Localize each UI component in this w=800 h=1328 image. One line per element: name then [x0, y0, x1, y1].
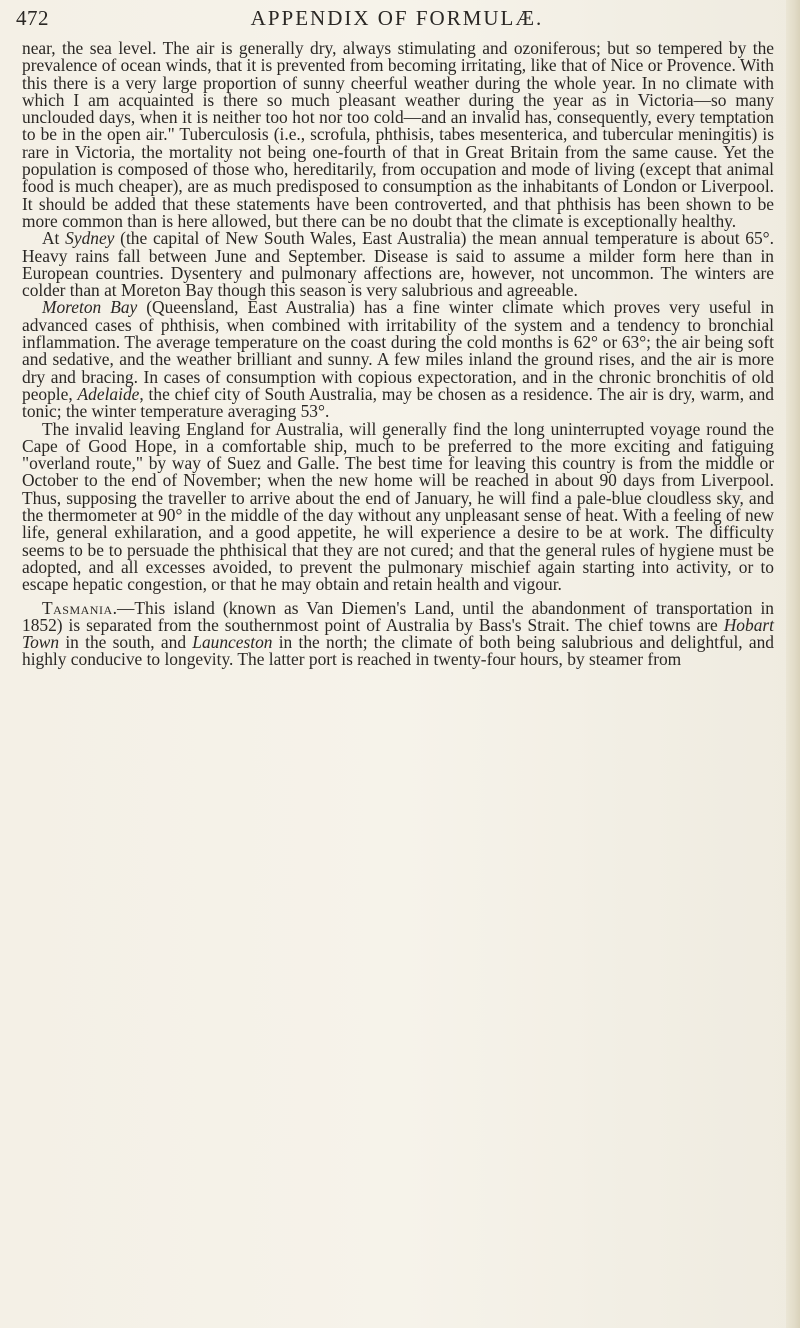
- page-header: [16, 6, 778, 36]
- paragraph-text: , the chief city of South Australia, may be chosen as a residence. The air is dry, warm, and tonic; the winter temperature averaging 53°.: [22, 383, 774, 422]
- place-name-adelaide: Adelaide: [77, 383, 140, 404]
- paragraph-text: (Queensland, East Australia) has a fine winter climate which proves very useful in advanced cases of phthisis, when combined with irritability of the system and a tendency to bronchial inflammation. The average temperature on the coast during the cold months is 62° or 63°; the air being soft and sedative, and the weather brilliant and sunny. A few miles inland the ground rises, and the air is more dry and bracing. In cases of consumption with copious expectoration, and in the chronic bronchitis of old people,: [22, 297, 774, 404]
- paragraph-text: (the capital of New South Wales, East Australia) the mean annual temperature is about 65°. Heavy rains fall between June and September. Disease is said to assume a milder form here than in European countries. Dysentery and pulmonary affections are, however, not uncommon. The winters are colder than at Moreton Bay though this season is very salubrious and agreeable.: [22, 228, 774, 301]
- paragraph-victoria: near, the sea level. The air is generally dry, always stimulating and ozoniferous; but so tempered by the prevalence of ocean winds, that it is prevented from becoming irritating, like that of Nice or Provence. With this there is a very large proportion of sunny cheerful weather during the whole year. In no climate with which I am acquainted is there so much pleasant weather during the year as in Victoria—so many unclouded days, when it is neither too hot nor too cold—and an invalid has, consequently, every temptation to be in the open air." Tuberculosis (i.e., scrofula, phthisis, tabes mesenterica, and tubercular meningitis) is rare in Victoria, the mortality not being one-fourth of that in Great Britain from the same cause. Yet the population is composed of those who, hereditarily, from occupation and mode of living (except that animal food is much cheaper), are as much predisposed to consumption as the inhabitants of London or Liverpool. It should be added that these statements have been controverted, and that phthisis has been shown to be more common than is here allowed, but there can be no doubt that the climate is exceptionally healthy.: [22, 38, 774, 231]
- paragraph-moreton-bay: [22, 299, 774, 420]
- paragraph-text: in the south, and: [59, 632, 193, 653]
- paragraph-sydney: [22, 230, 774, 299]
- page-edge: [786, 0, 800, 1328]
- running-head: APPENDIX OF FORMULÆ.: [250, 6, 544, 30]
- place-name-moreton-bay: Moreton Bay: [42, 297, 138, 318]
- paragraph-text: .—This island (known as Van Diemen's Land, until the abandonment of transportation in 1852) is separated from the southernmost point of Australia by Bass's Strait. The chief towns are: [22, 597, 774, 635]
- place-name-hobart-town: Hobart Town: [22, 614, 774, 653]
- place-name-sydney: Sydney: [65, 228, 115, 249]
- paragraph-tasmania: [22, 597, 775, 670]
- paragraph-lead: At: [42, 228, 66, 249]
- paragraph-text: in the north; the climate of both being salubrious and delightful, and highly conducive to longevity. The latter port is reached in twenty-four hours, by steamer from: [22, 632, 775, 670]
- section-heading-tasmania: Tasmania: [42, 597, 113, 618]
- place-name-launceston: Launceston: [192, 632, 273, 653]
- paragraph-voyage: The invalid leaving England for Australia, will generally find the long uninterrupted voyage round the Cape of Good Hope, in a comfortable ship, much to be preferred to the more exciting and fatiguing "overland route," by way of Suez and Galle. The best time for leaving this country is from the middle or October to the end of November; when the new home will be reached in about 90 days from Liverpool. Thus, supposing the traveller to arrive about the end of January, he will find a pale-blue cloudless sky, and the thermometer at 90° in the middle of the day without any unpleasant sense of heat. With a feeling of new life, general exhilaration, and a good appetite, he will experience a desire to be at work. The difficulty seems to be to persuade the phthisical that they are not cured; and that the general rules of hygiene must be adopted, and all excesses avoided, to prevent the pulmonary mischief again starting into activity, or to escape hepatic congestion, or that he may obtain and retain health and vigour.: [22, 418, 774, 595]
- body-text: [22, 40, 774, 669]
- page-number: 472: [16, 6, 49, 30]
